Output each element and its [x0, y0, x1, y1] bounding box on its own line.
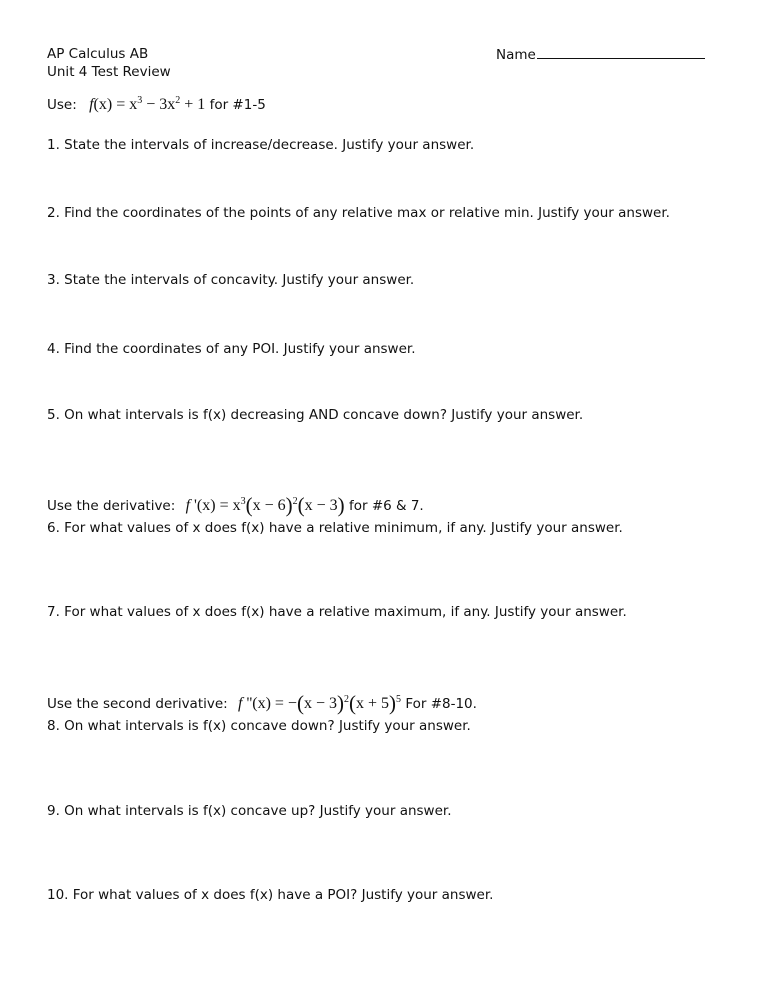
name-field — [496, 46, 705, 63]
section3-intro-prefix: Use the second derivative: — [47, 696, 228, 712]
question-8: 8. On what intervals is f(x) concave down? Justify your answer. — [47, 718, 471, 734]
section3-intro-suffix: For #8-10. — [405, 696, 477, 712]
section1-function: $f(x) = x^3 - 3x^2 + 1$ — [89, 95, 206, 113]
section1-intro-prefix: Use: — [47, 97, 77, 113]
section2-function: f '$(x) = x^3(x - 6)^2(x - 3)$ — [185, 493, 345, 517]
question-1: 1. State the intervals of increase/decrease. Justify your answer. — [47, 137, 475, 153]
section1-intro — [47, 96, 266, 114]
course-title: AP Calculus AB — [47, 46, 149, 62]
question-9: 9. On what intervals is f(x) concave up? Justify your answer. — [47, 803, 452, 819]
question-7: 7. For what values of x does f(x) have a relative maximum, if any. Justify your answer. — [47, 604, 627, 620]
section3-function: f ''$(x) = -(x - 3)^2(x + 5)^5$ — [238, 691, 402, 715]
name-blank-line[interactable] — [537, 46, 705, 59]
question-2: 2. Find the coordinates of the points of any relative max or relative min. Justify your answer. — [47, 205, 670, 221]
section2-intro-suffix: for #6 & 7. — [348, 498, 424, 514]
question-5: 5. On what intervals is f(x) decreasing AND concave down? Justify your answer. — [47, 407, 584, 423]
name-label: Name — [496, 47, 536, 63]
question-4: 4. Find the coordinates of any POI. Justify your answer. — [47, 341, 416, 357]
section2-intro-prefix: Use the derivative: — [47, 498, 176, 514]
question-10: 10. For what values of x does f(x) have a POI? Justify your answer. — [47, 887, 494, 903]
question-6: 6. For what values of x does f(x) have a relative minimum, if any. Justify your answer. — [47, 520, 623, 536]
unit-title: Unit 4 Test Review — [47, 64, 171, 80]
section2-intro — [47, 493, 424, 517]
question-3: 3. State the intervals of concavity. Justify your answer. — [47, 272, 415, 288]
section1-intro-suffix: for #1-5 — [209, 97, 266, 113]
section3-intro — [47, 691, 477, 715]
